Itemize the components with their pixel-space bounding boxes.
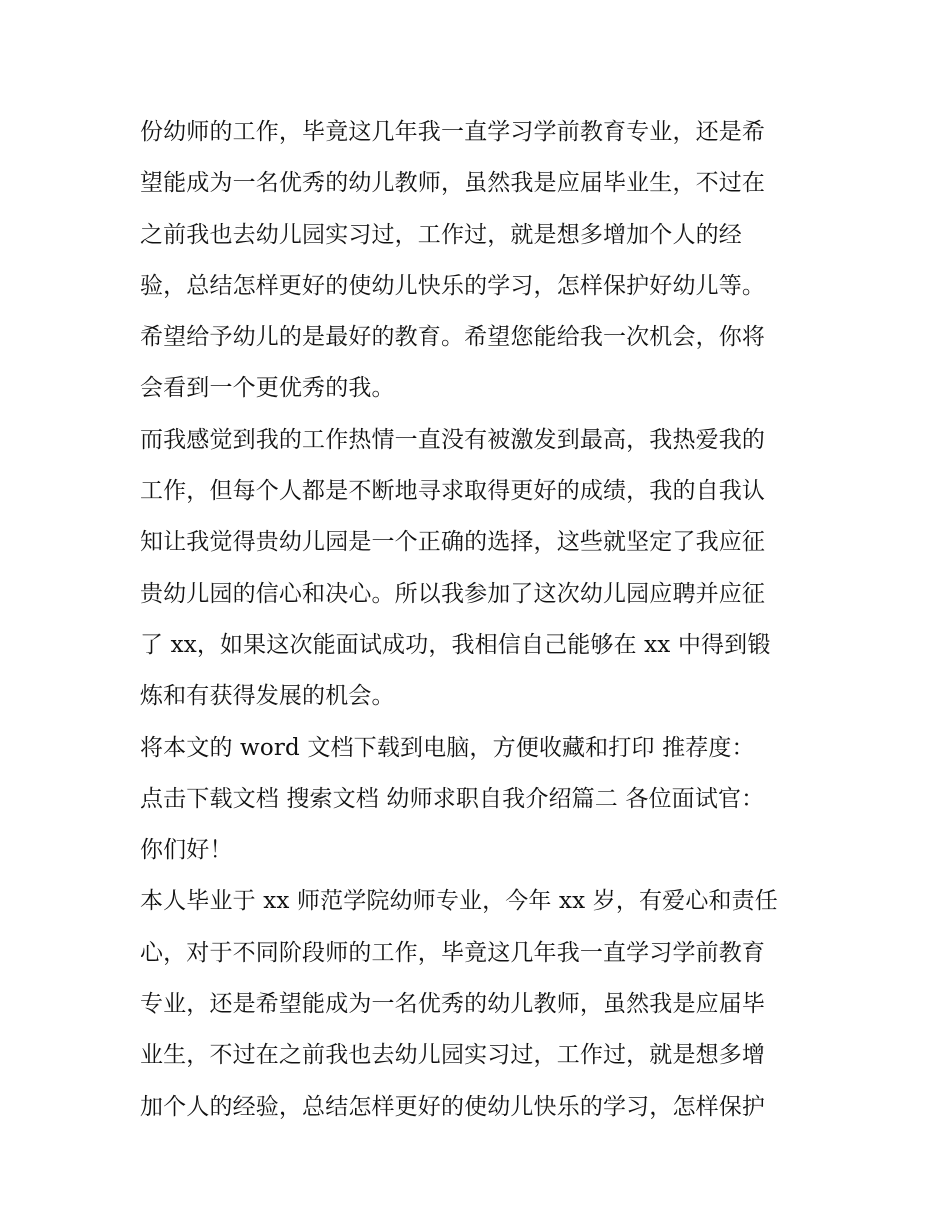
text-line: 贵幼儿园的信心和决心。所以我参加了这次幼儿园应聘并应征 xyxy=(140,580,766,607)
text-line: 知让我觉得贵幼儿园是一个正确的选择，这些就坚定了我应征 xyxy=(140,529,766,556)
text-line: 希望给予幼儿的是最好的教育。希望您能给我一次机会，你将 xyxy=(140,324,766,351)
text-line: 而我感觉到我的工作热情一直没有被激发到最高，我热爱我的 xyxy=(140,426,766,453)
text-line: 将本文的 word 文档下载到电脑，方便收藏和打印 推荐度： xyxy=(140,734,755,761)
text-line: 加个人的经验，总结怎样更好的使幼儿快乐的学习，怎样保护 xyxy=(140,1093,766,1120)
text-line: 你们好！ xyxy=(140,837,233,864)
text-line: 之前我也去幼儿园实习过，工作过，就是想多增加个人的经 xyxy=(140,221,742,248)
text-line: 业生，不过在之前我也去幼儿园实习过，工作过，就是想多增 xyxy=(140,1042,766,1069)
body-text xyxy=(140,107,820,1133)
text-line: 了 xx，如果这次能面试成功，我相信自己能够在 xx 中得到锻 xyxy=(140,631,771,658)
text-line: 验，总结怎样更好的使幼儿快乐的学习，怎样保护好幼儿等。 xyxy=(140,272,766,299)
text-line: 专业，还是希望能成为一名优秀的幼儿教师，虽然我是应届毕 xyxy=(140,991,766,1018)
text-line: 炼和有获得发展的机会。 xyxy=(140,683,395,710)
text-line: 会看到一个更优秀的我。 xyxy=(140,375,395,402)
text-line: 份幼师的工作，毕竟这几年我一直学习学前教育专业，还是希 xyxy=(140,119,766,145)
text-line: 工作，但每个人都是不断地寻求取得更好的成绩，我的自我认 xyxy=(140,478,766,505)
text-line: 本人毕业于 xx 师范学院幼师专业，今年 xx 岁，有爱心和责任 xyxy=(140,888,778,915)
text-line: 望能成为一名优秀的幼儿教师，虽然我是应届毕业生，不过在 xyxy=(140,170,766,197)
text-line: 心，对于不同阶段师的工作，毕竟这几年我一直学习学前教育 xyxy=(140,939,766,966)
text-line: 点击下载文档 搜索文档 幼师求职自我介绍篇二 各位面试官： xyxy=(140,785,765,812)
